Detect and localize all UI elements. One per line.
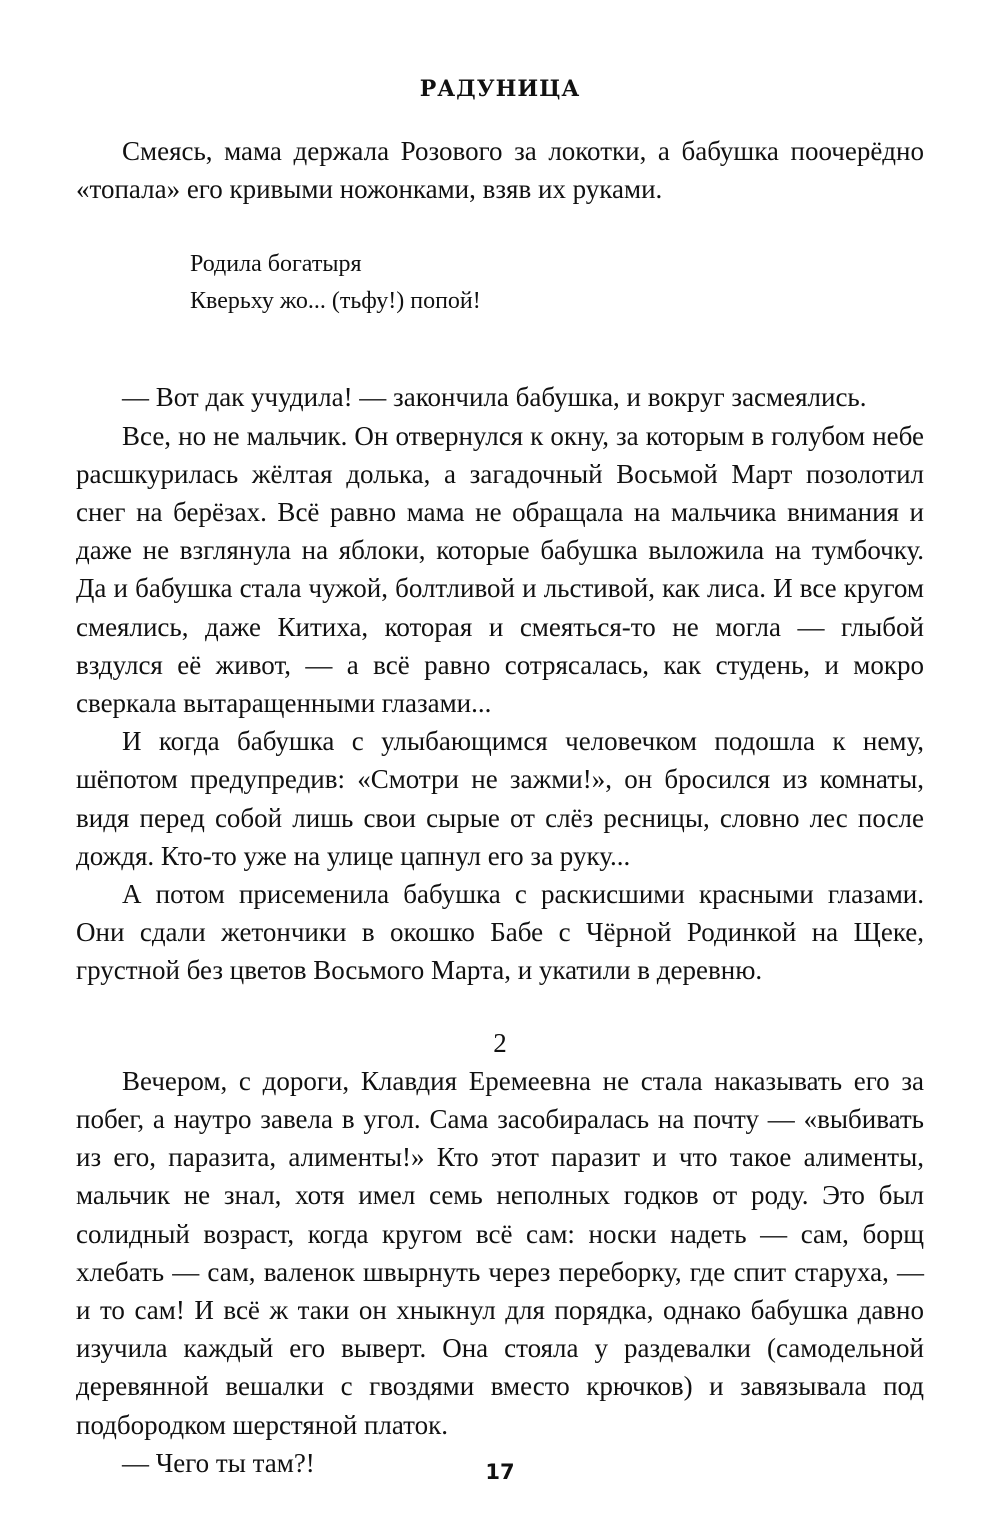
paragraph: — Вот дак учудила! — закончила бабушка, и вокруг засмеялись. xyxy=(122,382,867,413)
running-title: РАДУНИЦА xyxy=(419,76,581,102)
paragraph: Вечером, с дороги, Клавдия Еремеевна не стала наказывать его за побег, а наутро завела в угол. Сама засобиралась на почту — «выбивать из его, паразита, алименты!» Кто этот паразит и что такое алименты, мальчик не знал, хотя имел семь неполных годков от роду. Это был солидный возраст, когда кругом всё сам: носки надеть — сам, борщ хлебать — сам, валенок швырнуть через переборку, где спит старуха, — и то сам! И всё ж таки он хныкнул для порядка, однако бабушка давно изучила каждый его выверт. Она стояла у раздевалки (самодельной деревянной вешалки с гвоздями вместо крючков) и завязывала под подбородком шерстяной платок. xyxy=(76,1065,924,1440)
main-text-block xyxy=(76,132,924,1482)
intro-paragraph: Смеясь, мама держала Розового за локотки, а бабушка поочерёдно «топала» его кривыми ножонками, взяв их руками. xyxy=(76,136,924,205)
poem-line-1: Родила богатыря xyxy=(190,251,362,278)
spacer xyxy=(76,358,924,378)
paragraph: Все, но не мальчик. Он отвернулся к окну, за которым в голубом небе расшкурилась жёлтая долька, а загадочный Восьмой Март позолотил снег на берёзах. Всё равно мама не обращала на мальчика внимания и даже не взглянула на яблоки, которые бабушка выложила на тумбочку. Да и бабушка стала чужой, болтливой и льстивой, как лиса. И все кругом смеялись, даже Китиха, которая и смеяться-то не могла — глыбой вздулся её живот, — а всё равно сотрясалась, как студень, и мокро сверкала вытаращенными глазами... xyxy=(76,420,924,719)
paragraph: — Чего ты там?! xyxy=(122,1447,315,1478)
paragraph: И когда бабушка с улыбающимся человечком подошла к нему, шёпотом предупредив: «Смотри не зажми!», он бросился из комнаты, видя перед собой лишь свои сырые от слёз ресницы, словно лес после дождя. Кто-то уже на улице цапнул его за руку... xyxy=(76,726,924,871)
poem-quote xyxy=(190,246,924,320)
poem-line-2: Кверьху жо... (тьфу!) попой! xyxy=(190,288,481,315)
section-number: 2 xyxy=(493,1027,507,1058)
paragraph: А потом присеменила бабушка с раскисшими красными глазами. Они сдали жетончики в окошко Бабе с Чёрной Родинкой на Щеке, грустной без цветов Восьмого Марта, и укатили в деревню. xyxy=(76,879,924,986)
page-number: 17 xyxy=(485,1460,515,1484)
